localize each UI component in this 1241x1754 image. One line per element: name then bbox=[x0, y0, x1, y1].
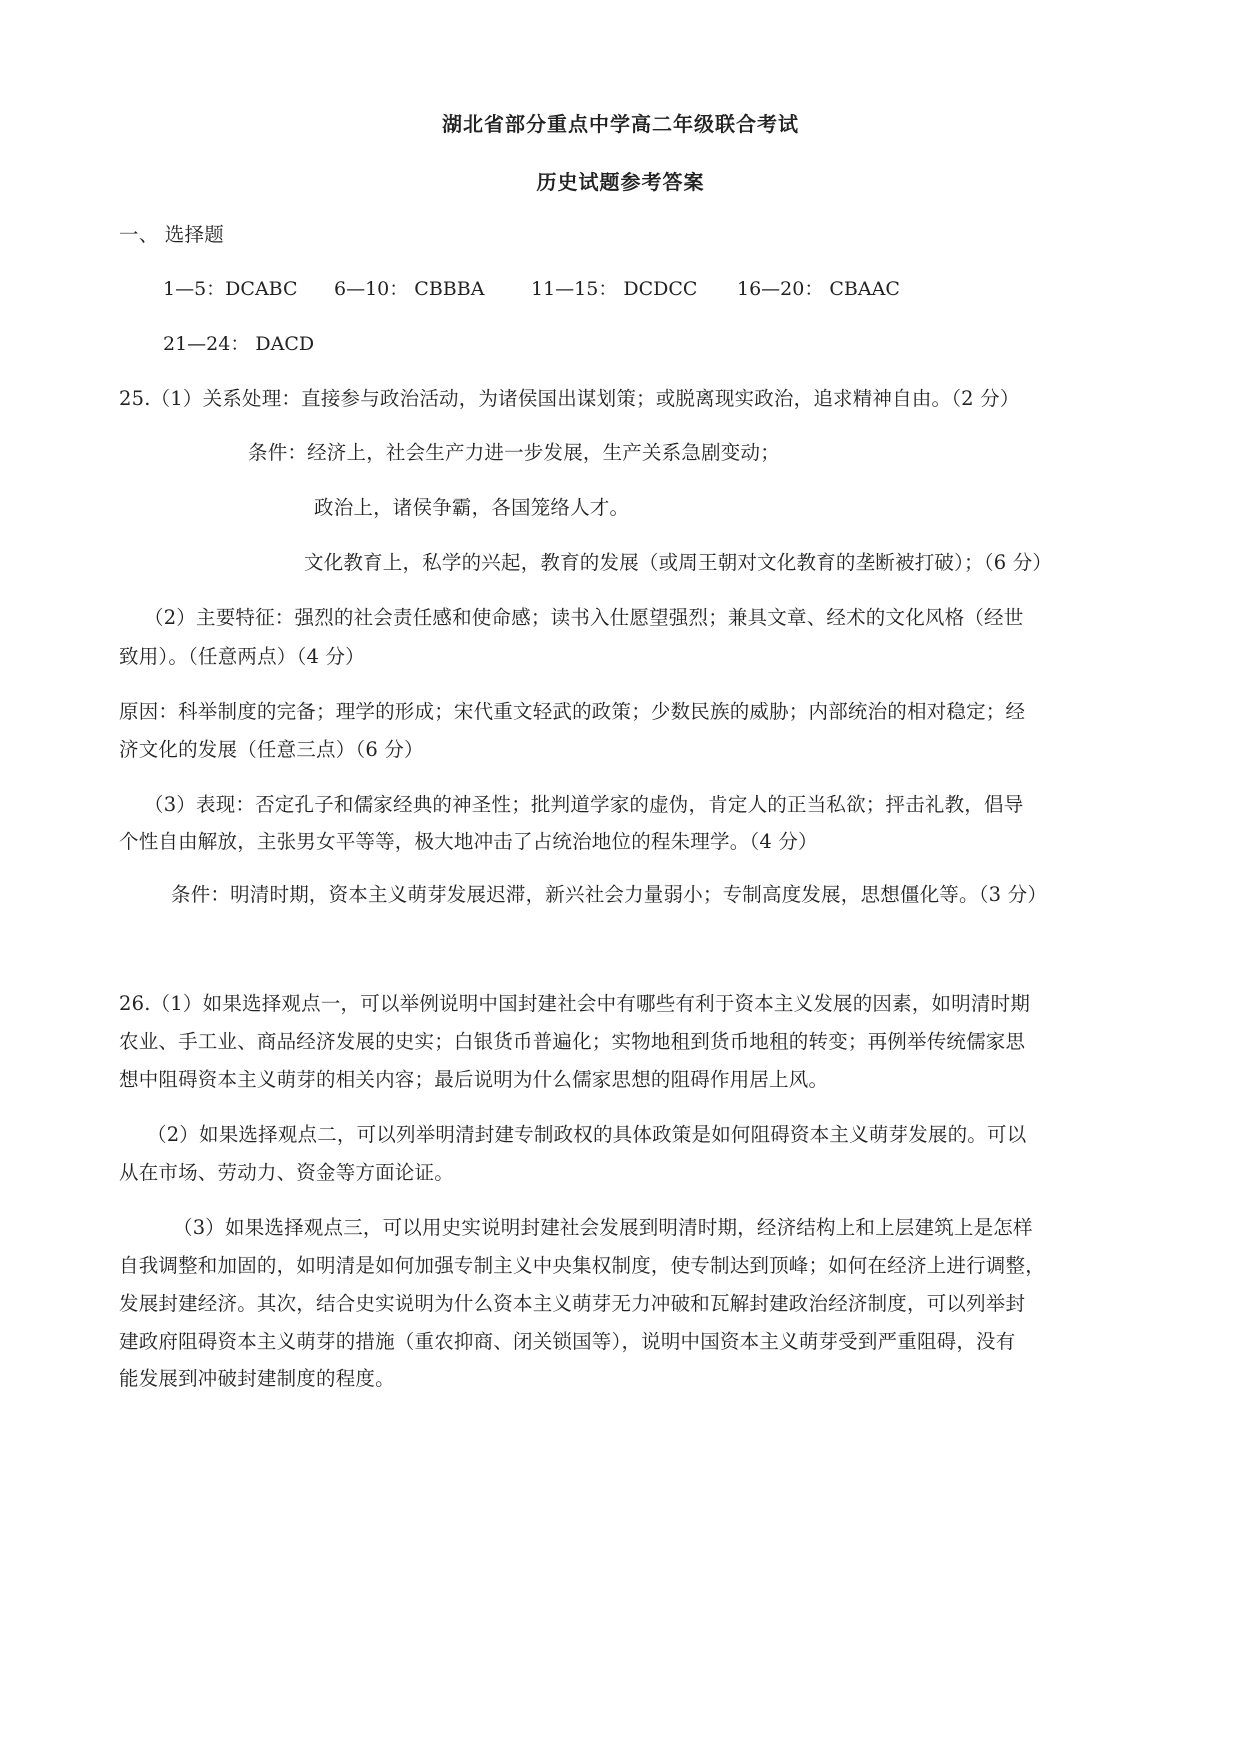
q26-line: 能发展到冲破封建制度的程度。 bbox=[119, 1367, 395, 1390]
q26-line: 想中阻碍资本主义萌芽的相关内容；最后说明为什么儒家思想的阻碍作用居上风。 bbox=[119, 1068, 829, 1091]
answer-group: 11—15： DCDCC bbox=[531, 278, 698, 300]
q25-line: （2）主要特征：强烈的社会责任感和使命感；读书入仕愿望强烈；兼具文章、经术的文化风格（经世 bbox=[144, 606, 1024, 629]
section-heading-choice: 一、 选择题 bbox=[119, 223, 224, 246]
q25-line: 25.（1）关系处理：直接参与政治活动，为诸侯国出谋划策；或脱离现实政治，追求精神自由。（2 分） bbox=[119, 387, 1020, 410]
answer-group: 6—10： CBBBA bbox=[334, 278, 485, 300]
answer-group: 1—5：DCABC bbox=[163, 278, 298, 300]
q25-line: 条件：明清时期，资本主义萌芽发展迟滞，新兴社会力量弱小；专制高度发展，思想僵化等。（3 分） bbox=[171, 883, 1048, 906]
q25-line: 济文化的发展（任意三点）（6 分） bbox=[119, 738, 424, 761]
q26-line: 发展封建经济。其次，结合史实说明为什么资本主义萌芽无力冲破和瓦解封建政治经济制度，可以列举封 bbox=[119, 1292, 1026, 1315]
q25-line: 条件：经济上，社会生产力进一步发展，生产关系急剧变动； bbox=[248, 441, 780, 464]
q26-line: （2）如果选择观点二，可以列举明清封建专制政权的具体政策是如何阻碍资本主义萌芽发展的。可以 bbox=[147, 1123, 1027, 1146]
answer-group: 16—20： CBAAC bbox=[737, 278, 900, 300]
q26-line: 建政府阻碍资本主义萌芽的措施（重农抑商、闭关锁国等），说明中国资本主义萌芽受到严重阻碍，没有 bbox=[119, 1330, 1016, 1353]
q25-line: 政治上，诸侯争霸，各国笼络人才。 bbox=[314, 496, 630, 519]
choice-answers-row-2: 21—24： DACD bbox=[163, 333, 315, 355]
q26-line: 从在市场、劳动力、资金等方面论证。 bbox=[119, 1161, 454, 1184]
q25-line: 致用）。（任意两点）（4 分） bbox=[119, 645, 365, 668]
q26-line: 26.（1）如果选择观点一，可以举例说明中国封建社会中有哪些有利于资本主义发展的因素，如明清时期 bbox=[119, 992, 1031, 1015]
q25-line: 原因：科举制度的完备；理学的形成；宋代重文轻武的政策；少数民族的威胁；内部统治的相对稳定；经 bbox=[119, 700, 1026, 723]
q25-line: 文化教育上，私学的兴起，教育的发展（或周王朝对文化教育的垄断被打破）；（6 分） bbox=[304, 551, 1053, 574]
q25-line: 个性自由解放，主张男女平等等，极大地冲击了占统治地位的程朱理学。（4 分） bbox=[119, 830, 818, 853]
document-title: 湖北省部分重点中学高二年级联合考试 bbox=[442, 112, 799, 136]
q26-line: 农业、手工业、商品经济发展的史实；白银货币普遍化；实物地租到货币地租的转变；再例举传统儒家思 bbox=[119, 1030, 1026, 1053]
document-subtitle: 历史试题参考答案 bbox=[536, 170, 705, 194]
q26-line: 自我调整和加固的，如明清是如何加强专制主义中央集权制度，使专制达到顶峰；如何在经济上进行调整， bbox=[119, 1254, 1045, 1277]
q25-line: （3）表现：否定孔子和儒家经典的神圣性；批判道学家的虚伪，肯定人的正当私欲；抨击礼教，倡导 bbox=[144, 793, 1024, 816]
q26-line: （3）如果选择观点三，可以用史实说明封建社会发展到明清时期，经济结构上和上层建筑上是怎样 bbox=[173, 1216, 1033, 1239]
